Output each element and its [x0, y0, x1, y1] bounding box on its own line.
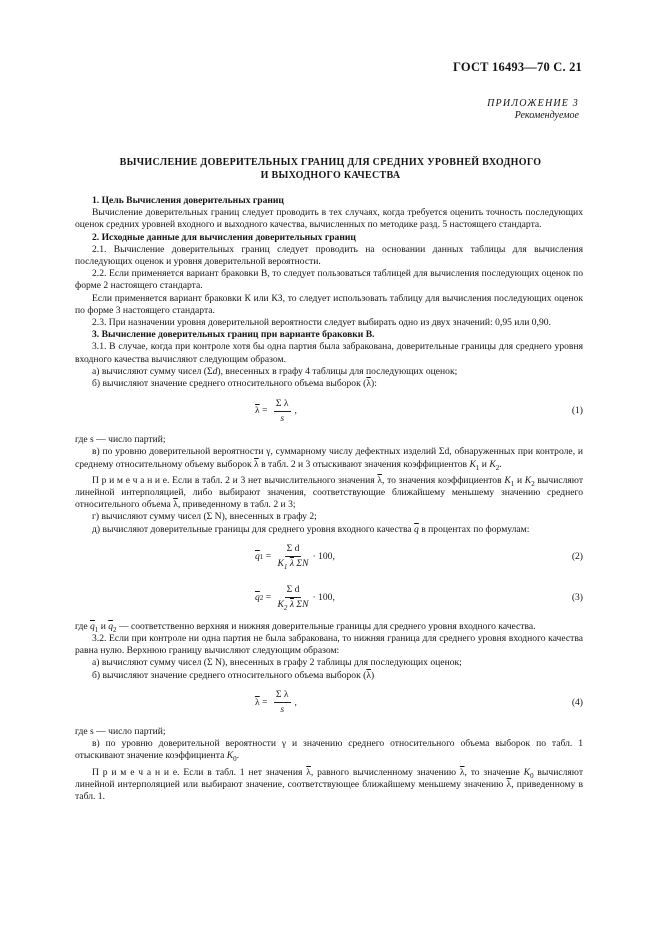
appendix-block: [487, 98, 579, 122]
item-g: г) вычисляют сумму чисел (Σ N), внесенных в графу 2;: [92, 511, 317, 523]
where-q: где $\overline{q}_1$ и $\overline{q}_2$ — соответственно верхняя и нижняя доверительные границы для среднего уровня входного качества.: [75, 620, 536, 634]
section-1-heading: 1. Цель Вычисления доверительных границ: [92, 195, 284, 206]
item-a2: а) вычисляют сумму чисел (Σ N), внесенных в графу 2 таблицы для последующих оценок;: [92, 657, 462, 669]
clause-2-3: 2.3. При назначении уровня доверительной вероятности следует выбирать одно из двух значений: 0,95 или 0,90.: [92, 317, 551, 329]
clause-2-2-cont: Если применяется вариант браковки К или КЗ, то следует использовать таблицу для вычисления последующих оценок по форме 3 настоящего стандарта.: [75, 292, 583, 316]
formula-1: $\overline{\lambda}$ = $\frac{\text{Σ λ}}{s}$ , (1): [255, 397, 583, 424]
note-2: П р и м е ч а н и е. Если в табл. 1 нет значения $\overline{\lambda}$, равного вычисленному значению $\overline{\lambda}$, то значение $K_0$ вычисляют линейной интерполяцией или выбирают значение, соответствующее ближайшему меньшему значению $\overline{\lambda}$, приведенному в табл. 1.: [75, 766, 584, 802]
formula-2-number: (2): [571, 550, 583, 562]
where-s: где s — число партий;: [75, 434, 166, 446]
title-line-1: ВЫЧИСЛЕНИЕ ДОВЕРИТЕЛЬНЫХ ГРАНИЦ ДЛЯ СРЕДНИХ УРОВНЕЙ ВХОДНОГО: [119, 157, 542, 168]
title-line-2: И ВЫХОДНОГО КАЧЕСТВА: [260, 169, 401, 181]
formula-4-number: (4): [571, 696, 583, 708]
formula-1-number: (1): [571, 405, 583, 417]
page-title: [78, 157, 583, 182]
formula-1-numerator: Σ λ: [274, 398, 291, 412]
formula-3: $\overline{q}$ 2 = $\frac{\text{Σ d}}{K_2 \overline{\lambda} \Sigma N}$ · 100, (3): [255, 584, 583, 613]
item-v: в) по уровню доверительной вероятности γ, суммарному числу дефектных изделий Σd, обнаруженных при контроле, и среднему относительному объему выборок $\overline{\lambda}$ в табл. 2 и 3 отыскивают значения коэффициентов $K_1$ и $K_2$.: [75, 446, 583, 472]
formula-2: $\overline{q}$ 1 = $\frac{\text{Σ d}}{K_1 \overline{\lambda} \Sigma N}$ · 100, (2): [255, 543, 583, 572]
section-3-heading: 3. Вычисление доверительных границ при варианте браковки В.: [92, 329, 375, 341]
clause-3-2: 3.2. Если при контроле ни одна партия не была забракована, то нижняя граница для среднего уровня входного качества равна нулю. Верхнюю границу вычисляют следующим образом:: [75, 633, 583, 657]
clause-2-1: 2.1. Вычисление доверительных границ следует проводить на основании данных таблицы для вычисления последующих оценок и уровня доверительной вероятности.: [75, 243, 583, 268]
item-b: б) вычисляют значение среднего относительного объема выборок $(\overline{\lambda})$:: [92, 378, 377, 390]
document-body: [75, 195, 583, 803]
section-1-text: Вычисление доверительных границ следует проводить в тех случаях, когда требуется оценить точность последующих оценок средних уровней входного и выходного качества, вычисленных по методике разд. 5 настоящего стандарта.: [75, 207, 583, 231]
formula-1-denominator: s: [280, 412, 285, 424]
appendix-status: Рекомендуемое: [514, 110, 579, 121]
standard-header: ГОСТ 16493—70 С. 21: [453, 60, 582, 74]
item-b2: б) вычисляют значение среднего относительного объема выборок $(\overline{\lambda})$: [92, 669, 375, 681]
appendix-label: ПРИЛОЖЕНИЕ 3: [487, 98, 579, 109]
section-2-heading: 2. Исходные данные для вычисления доверительных границ: [92, 231, 356, 243]
formula-3-number: (3): [571, 591, 583, 603]
clause-2-2: 2.2. Если применяется вариант браковки В, то следует пользоваться таблицей для вычисления последующих оценок по форме 2 настоящего стандарта.: [75, 268, 583, 292]
item-v2: в) по уровню доверительной вероятности γ и значению среднего относительного объема выборок по табл. 1 отыскивают значение коэффициента $K_0$.: [75, 738, 583, 764]
item-a: а) вычисляют сумму чисел (Σd), внесенных в графу 4 таблицы для последующих оценок;: [92, 365, 458, 377]
item-d: д) вычисляют доверительные границы для среднего уровня входного качества $\overline{q}$ в процентах по формулам:: [92, 523, 530, 535]
where-s-2: где s — число партий;: [75, 725, 166, 737]
note-1: П р и м е ч а н и е. Если в табл. 2 и 3 нет вычислительного значения $\overline{\lambda}$, то значения коэффициентов $K_1$ и $K_2$ вычисляют линейной интерполяцией, либо выбирают значения, соответствующие ближайшему меньшему значению среднего относительного объема $\overline{\lambda}$, приведенному в табл. 2 и 3;: [75, 474, 584, 511]
formula-4: $\overline{\lambda}$ = $\frac{\text{Σ λ}}{s}$ , (4): [255, 689, 583, 716]
clause-3-1: 3.1. В случае, когда при контроле хотя бы одна партия была забракована, доверительные границы для среднего уровня входного качества вычисляют следующим образом.: [75, 341, 583, 365]
